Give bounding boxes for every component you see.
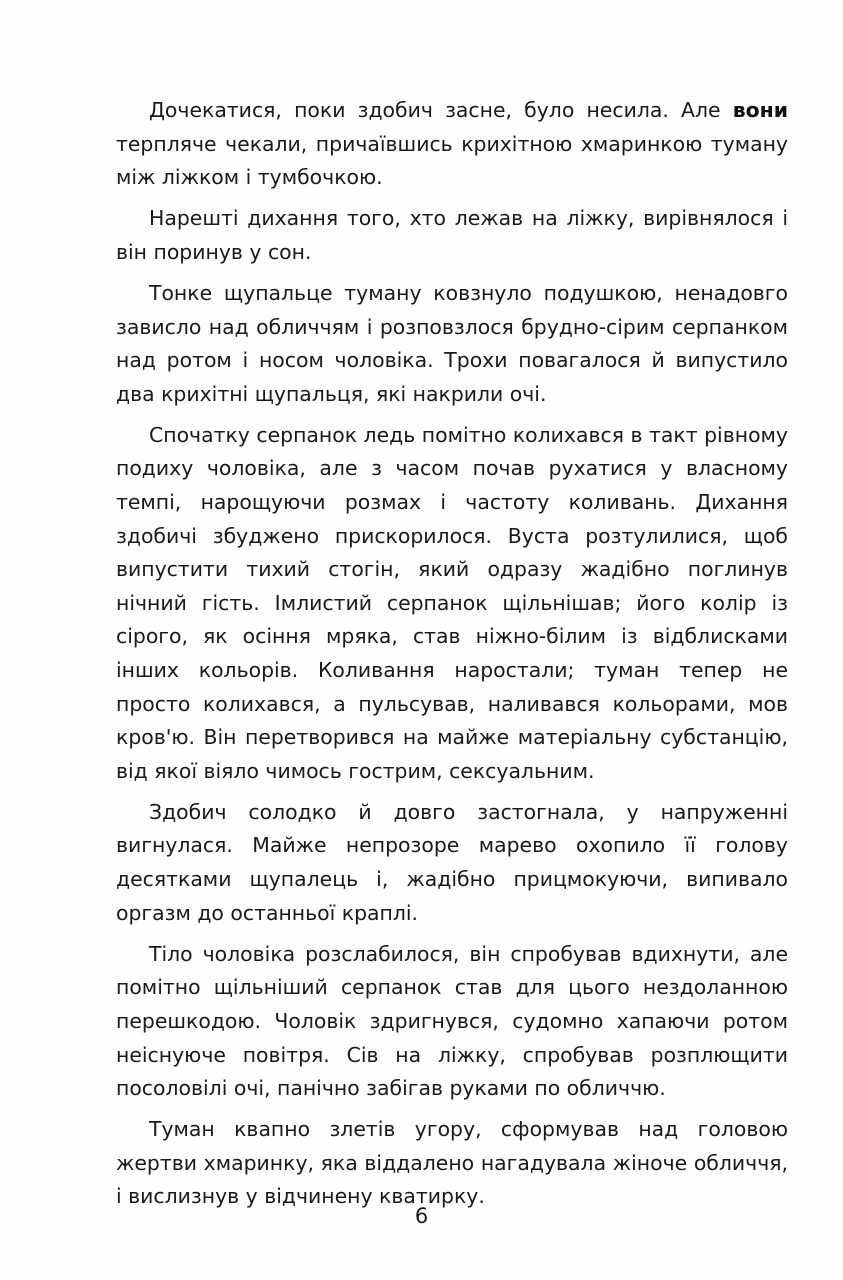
paragraph-4: Спочатку серпанок ледь помітно колихався в такт рівному подиху чоловіка, але з часом почав рухатися у власному темпі, нарощуючи розмах і частоту коливань. Дихання здобичі збуджено прискорилося. Вуста розтулилися, щоб випустити тихий стогін, який одразу жадібно поглинув нічний гість. Імлистий серпанок щільнішав; його колір із сірого, як осіння мряка, став ніжно-білим із відблисками інших кольорів. Коливання наростали; туман тепер не просто колихався, а пульсував, наливався кольорами, мов кров'ю. Він перетворився на майже матеріальну субстанцію, від якої віяло чимось гострим, сексуальним.	[116, 422, 788, 783]
paragraph-3: Тонке щупальце туману ковзнуло подушкою, ненадовго зависло над обличчям і розповзлося брудно-сірим серпанком над ротом і носом чоловіка. Трохи повагалося й випустило два крихітні щупальця, які накрили очі.	[116, 280, 788, 406]
page-number: 6	[414, 1204, 429, 1228]
paragraph-1-end: терпляче чекали, причаївшись крихітною хмаринкою туману між ліжком і тумбочкою.	[116, 131, 788, 190]
paragraph-1-emphasis: вони	[732, 98, 788, 122]
paragraph-1-start: Дочекатися, поки здобич засне, було несила. Але	[149, 98, 733, 122]
paragraph-2: Нарешті дихання того, хто лежав на ліжку, вирівнялося і він поринув у сон.	[116, 206, 788, 264]
body-text	[116, 94, 788, 1222]
paragraph-1	[116, 94, 788, 195]
paragraph-6: Тіло чоловіка розслабилося, він спробував вдихнути, але помітно щільніший серпанок став для цього нездоланною перешкодою. Чоловік здригнувся, судомно хапаючи ротом неіснуюче повітря. Сів на ліжку, спробував розплющити посоловілі очі, панічно забігав руками по обличчю.	[116, 941, 788, 1101]
paragraph-5: Здобич солодко й довго застогнала, у напруженні вигнулася. Майже непрозоре марево охопило її голову десятками щупалець і, жадібно прицмокуючи, випивало оргазм до останньої краплі.	[116, 799, 788, 925]
paragraph-7: Туман квапно злетів угору, сформував над головою жертви хмаринку, яка віддалено нагадувала жіноче обличчя, і вислизнув у відчинену кватирку.	[116, 1117, 788, 1209]
